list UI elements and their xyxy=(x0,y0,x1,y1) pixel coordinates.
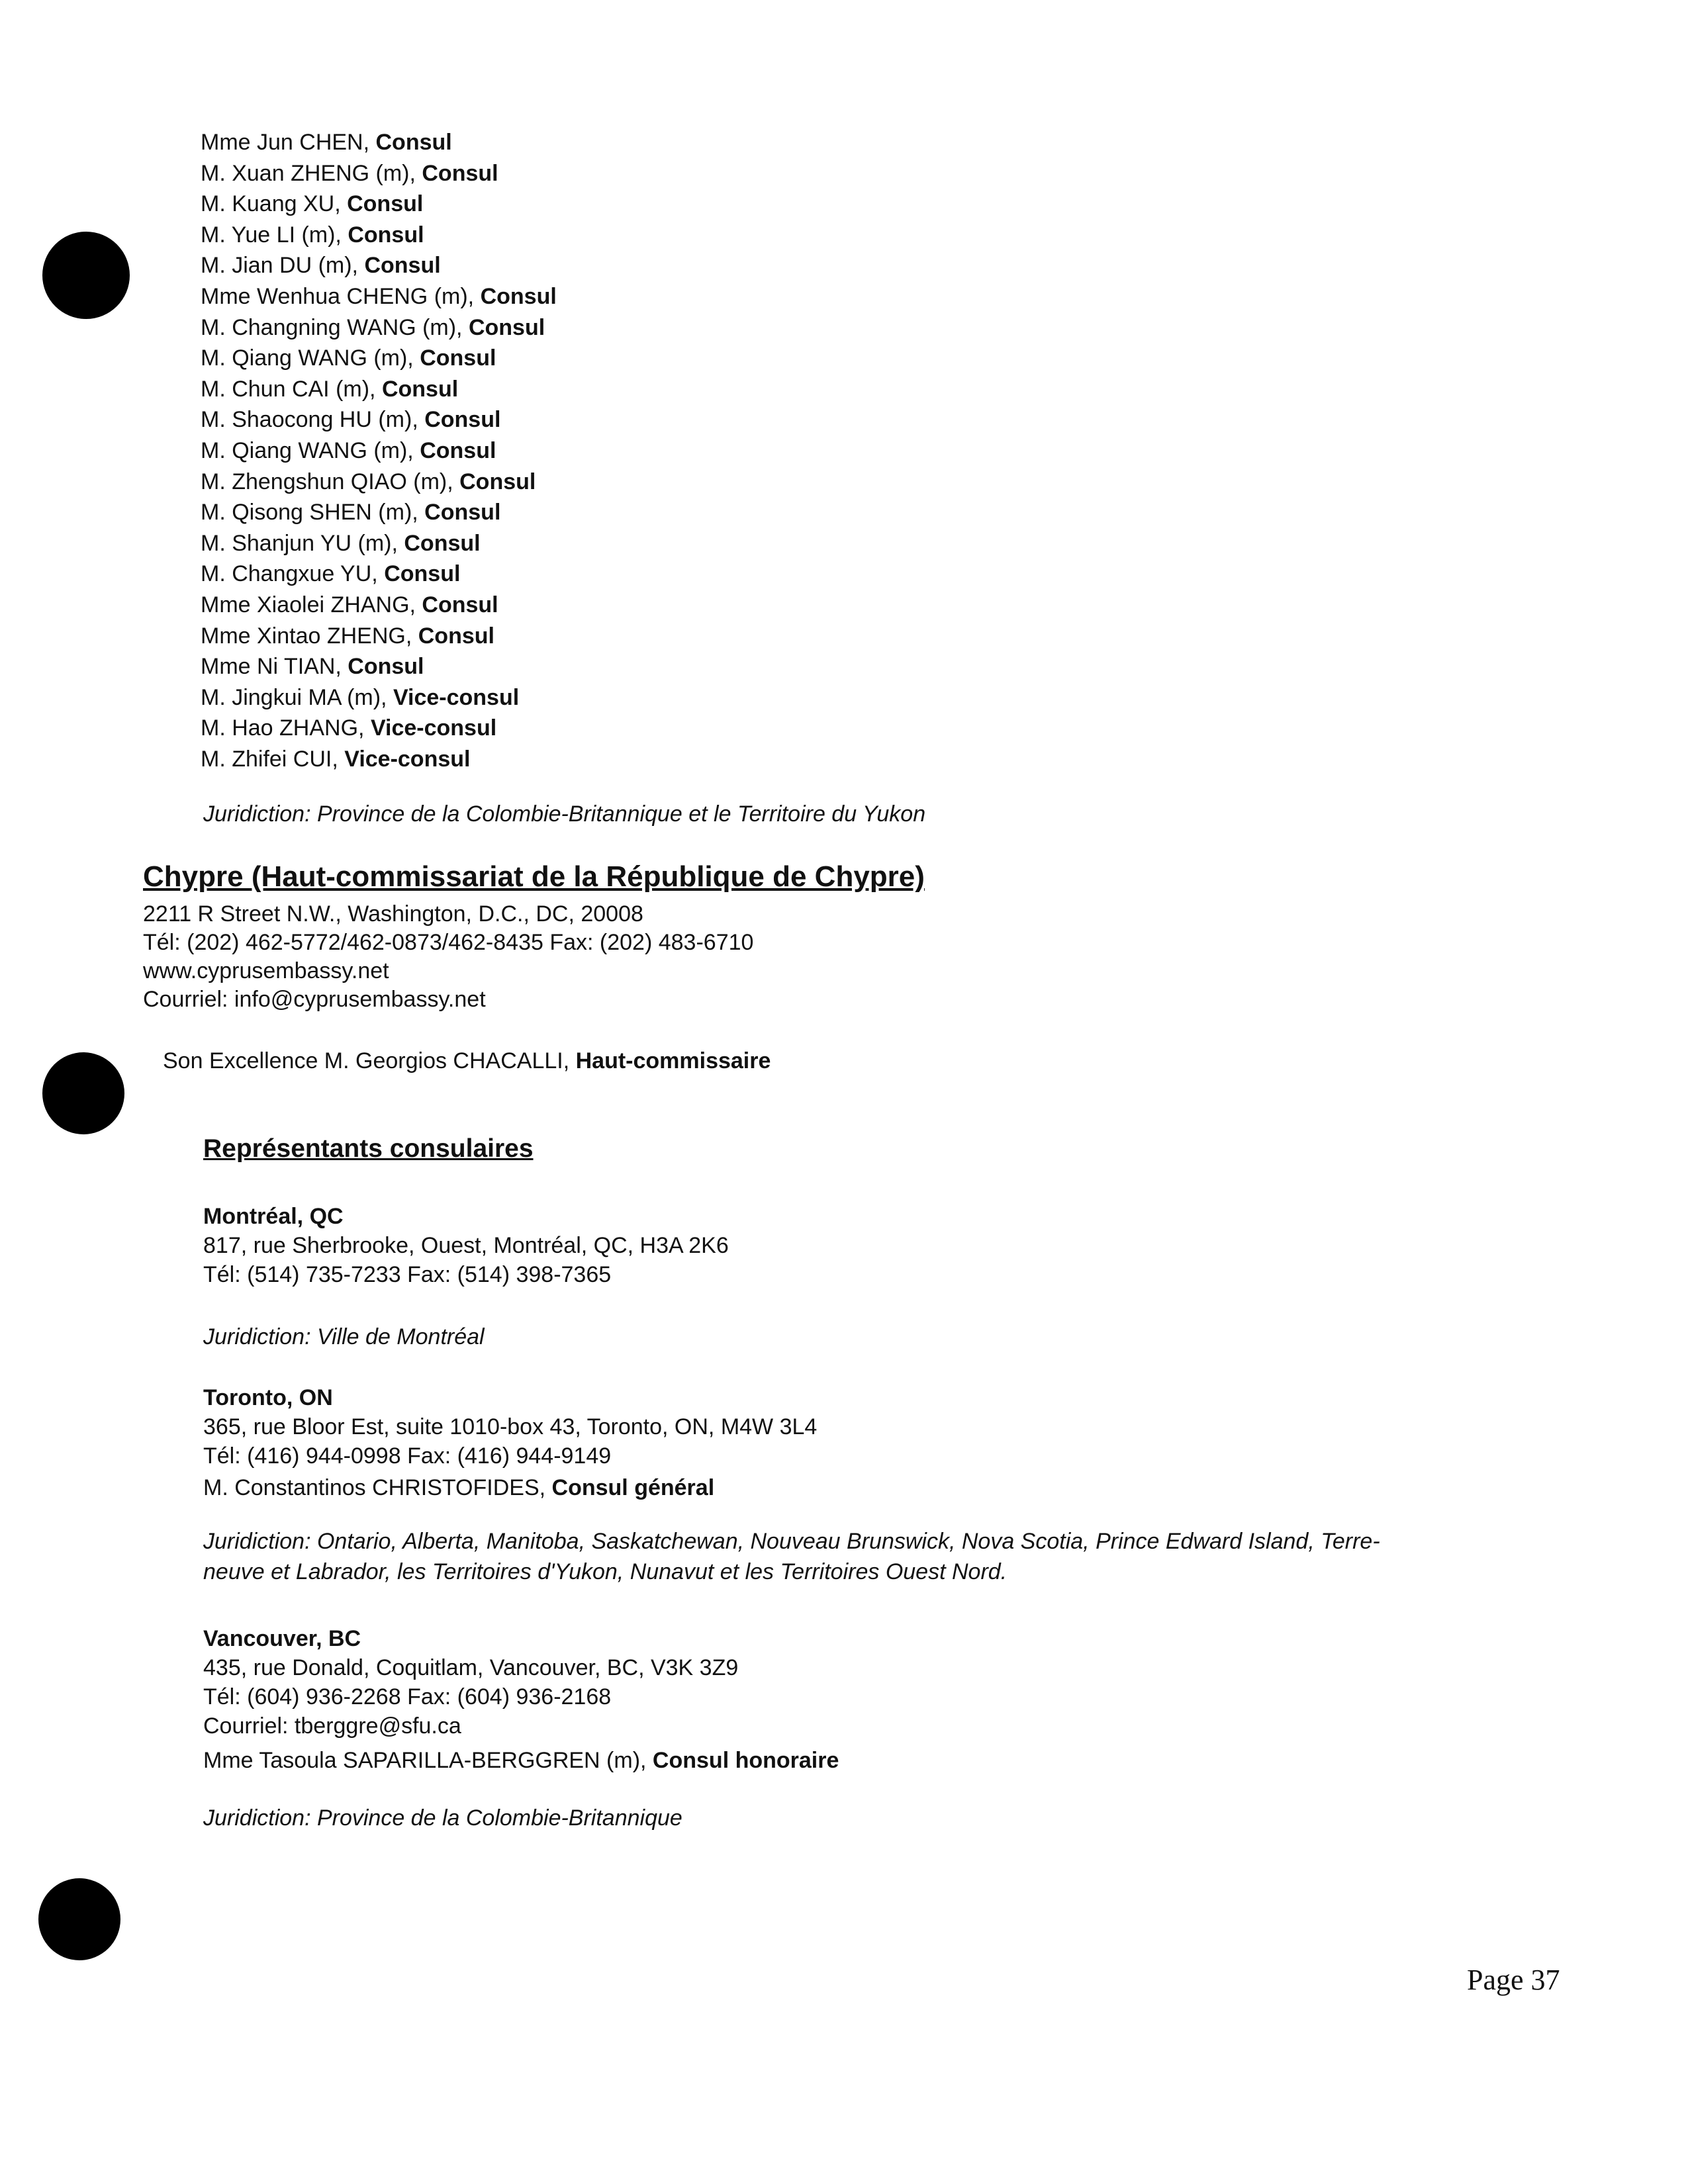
vancouver-consul xyxy=(203,1746,839,1775)
consul-title: Consul xyxy=(348,222,424,248)
consul-title: Consul xyxy=(348,654,424,680)
consul-title: Consul xyxy=(422,160,498,186)
toronto-jurisdiction-line-1: Juridiction: Ontario, Alberta, Manitoba, Saskatchewan, Nouveau Brunswick, Nova Scotia, Prince Edward Island, Terre- xyxy=(203,1529,1380,1554)
cyprus-heading: Chypre (Haut-commissariat de la République de Chypre) xyxy=(143,860,925,893)
list-item xyxy=(201,220,557,251)
toronto-city: Toronto, ON xyxy=(203,1385,333,1410)
consul-name: Mme Jun CHEN, xyxy=(201,130,376,155)
consul-title: Consul xyxy=(424,407,501,433)
consul-name: M. Jingkui MA (m), xyxy=(201,684,393,710)
list-item xyxy=(201,528,557,559)
montreal-address: 817, rue Sherbrooke, Ouest, Montréal, QC, H3A 2K6 xyxy=(203,1233,729,1258)
list-item xyxy=(201,713,557,744)
consul-title: Consul xyxy=(384,561,461,587)
cyprus-website: www.cyprusembassy.net xyxy=(143,958,389,983)
consul-name: M. Qiang WANG (m), xyxy=(201,345,420,371)
toronto-address: 365, rue Bloor Est, suite 1010-box 43, Toronto, ON, M4W 3L4 xyxy=(203,1414,818,1439)
consular-reps-heading: Représentants consulaires xyxy=(203,1134,534,1163)
list-item xyxy=(201,467,557,498)
punch-hole-bottom xyxy=(38,1878,120,1960)
vancouver-consul-title: Consul honoraire xyxy=(652,1748,839,1773)
consul-name: M. Zhengshun QIAO (m), xyxy=(201,469,460,494)
consul-list xyxy=(201,127,557,774)
cyprus-contact xyxy=(143,900,753,1014)
cyprus-email: Courriel: info@cyprusembassy.net xyxy=(143,987,486,1012)
toronto-jurisdiction xyxy=(203,1526,1527,1587)
list-item xyxy=(201,651,557,682)
toronto-block xyxy=(203,1383,817,1502)
consul-title: Consul xyxy=(381,376,459,402)
consul-title: Consul xyxy=(364,253,441,279)
list-item xyxy=(201,435,557,467)
consul-title: Consul xyxy=(418,623,494,649)
consul-name: M. Jian DU (m), xyxy=(201,253,365,279)
consul-title: Consul xyxy=(420,345,496,371)
list-item xyxy=(201,559,557,590)
list-item xyxy=(201,682,557,713)
list-item xyxy=(201,127,557,158)
list-item xyxy=(201,374,557,405)
consul-name: M. Hao ZHANG, xyxy=(201,715,371,741)
consul-name: Mme Xintao ZHENG, xyxy=(201,623,418,649)
consul-name: M. Yue LI (m), xyxy=(201,222,348,248)
list-item xyxy=(201,158,557,189)
consul-title: Consul xyxy=(459,469,536,494)
toronto-consul-title: Consul général xyxy=(551,1475,715,1500)
high-commissioner xyxy=(163,1048,771,1074)
consul-name: M. Shanjun YU (m), xyxy=(201,530,404,556)
consul-name: M. Shaocong HU (m), xyxy=(201,407,425,433)
montreal-block xyxy=(203,1202,729,1289)
vancouver-phone: Tél: (604) 936-2268 Fax: (604) 936-2168 xyxy=(203,1684,612,1709)
vancouver-email: Courriel: tberggre@sfu.ca xyxy=(203,1713,461,1739)
list-item xyxy=(201,590,557,621)
consul-title: Consul xyxy=(480,283,557,309)
list-item xyxy=(201,404,557,435)
consul-title: Vice-consul xyxy=(344,746,471,772)
vancouver-city: Vancouver, BC xyxy=(203,1626,361,1651)
list-item xyxy=(201,497,557,528)
list-item xyxy=(201,250,557,281)
consul-title: Consul xyxy=(375,130,452,155)
toronto-jurisdiction-line-2: neuve et Labrador, les Territoires d'Yukon, Nunavut et les Territoires Ouest Nord. xyxy=(203,1559,1008,1584)
china-jurisdiction: Juridiction: Province de la Colombie-Britannique et le Territoire du Yukon xyxy=(203,801,926,827)
hc-title: Haut-commissaire xyxy=(575,1048,771,1073)
punch-hole-middle xyxy=(42,1052,124,1134)
list-item xyxy=(201,744,557,775)
consul-name: M. Qiang WANG (m), xyxy=(201,437,420,463)
consul-name: Mme Wenhua CHENG (m), xyxy=(201,283,481,309)
list-item xyxy=(201,189,557,220)
consul-title: Consul xyxy=(347,191,424,217)
montreal-phone: Tél: (514) 735-7233 Fax: (514) 398-7365 xyxy=(203,1262,612,1287)
list-item xyxy=(201,281,557,312)
vancouver-jurisdiction: Juridiction: Province de la Colombie-Britannique xyxy=(203,1805,682,1831)
consul-name: M. Changning WANG (m), xyxy=(201,314,469,340)
consul-name: M. Chun CAI (m), xyxy=(201,376,382,402)
consul-title: Vice-consul xyxy=(393,684,520,710)
consul-name: Mme Ni TIAN, xyxy=(201,654,348,680)
toronto-phone: Tél: (416) 944-0998 Fax: (416) 944-9149 xyxy=(203,1443,612,1469)
consul-name: M. Qisong SHEN (m), xyxy=(201,500,425,525)
punch-hole-top xyxy=(42,232,130,319)
consul-title: Consul xyxy=(422,592,498,617)
montreal-city: Montréal, QC xyxy=(203,1204,344,1229)
vancouver-block xyxy=(203,1624,839,1775)
consul-title: Consul xyxy=(404,530,481,556)
consul-title: Vice-consul xyxy=(370,715,497,741)
consul-name: Mme Xiaolei ZHANG, xyxy=(201,592,422,617)
vancouver-address: 435, rue Donald, Coquitlam, Vancouver, BC, V3K 3Z9 xyxy=(203,1655,739,1680)
consul-name: M. Changxue YU, xyxy=(201,561,385,587)
consul-name: M. Xuan ZHENG (m), xyxy=(201,160,422,186)
consul-name: M. Kuang XU, xyxy=(201,191,348,217)
list-item xyxy=(201,343,557,374)
list-item xyxy=(201,621,557,652)
toronto-consul-name: M. Constantinos CHRISTOFIDES, xyxy=(203,1475,552,1500)
vancouver-consul-name: Mme Tasoula SAPARILLA-BERGGREN (m), xyxy=(203,1748,653,1773)
hc-name: Son Excellence M. Georgios CHACALLI, xyxy=(163,1048,576,1073)
consul-title: Consul xyxy=(424,500,501,525)
list-item xyxy=(201,312,557,343)
consul-name: M. Zhifei CUI, xyxy=(201,746,345,772)
cyprus-address: 2211 R Street N.W., Washington, D.C., DC, 20008 xyxy=(143,901,643,927)
toronto-consul xyxy=(203,1473,817,1502)
montreal-jurisdiction: Juridiction: Ville de Montréal xyxy=(203,1324,485,1349)
page-number: Page 37 xyxy=(1467,1964,1560,1996)
cyprus-phone: Tél: (202) 462-5772/462-0873/462-8435 Fax: (202) 483-6710 xyxy=(143,930,754,955)
consul-title: Consul xyxy=(468,314,545,340)
consul-title: Consul xyxy=(420,437,496,463)
